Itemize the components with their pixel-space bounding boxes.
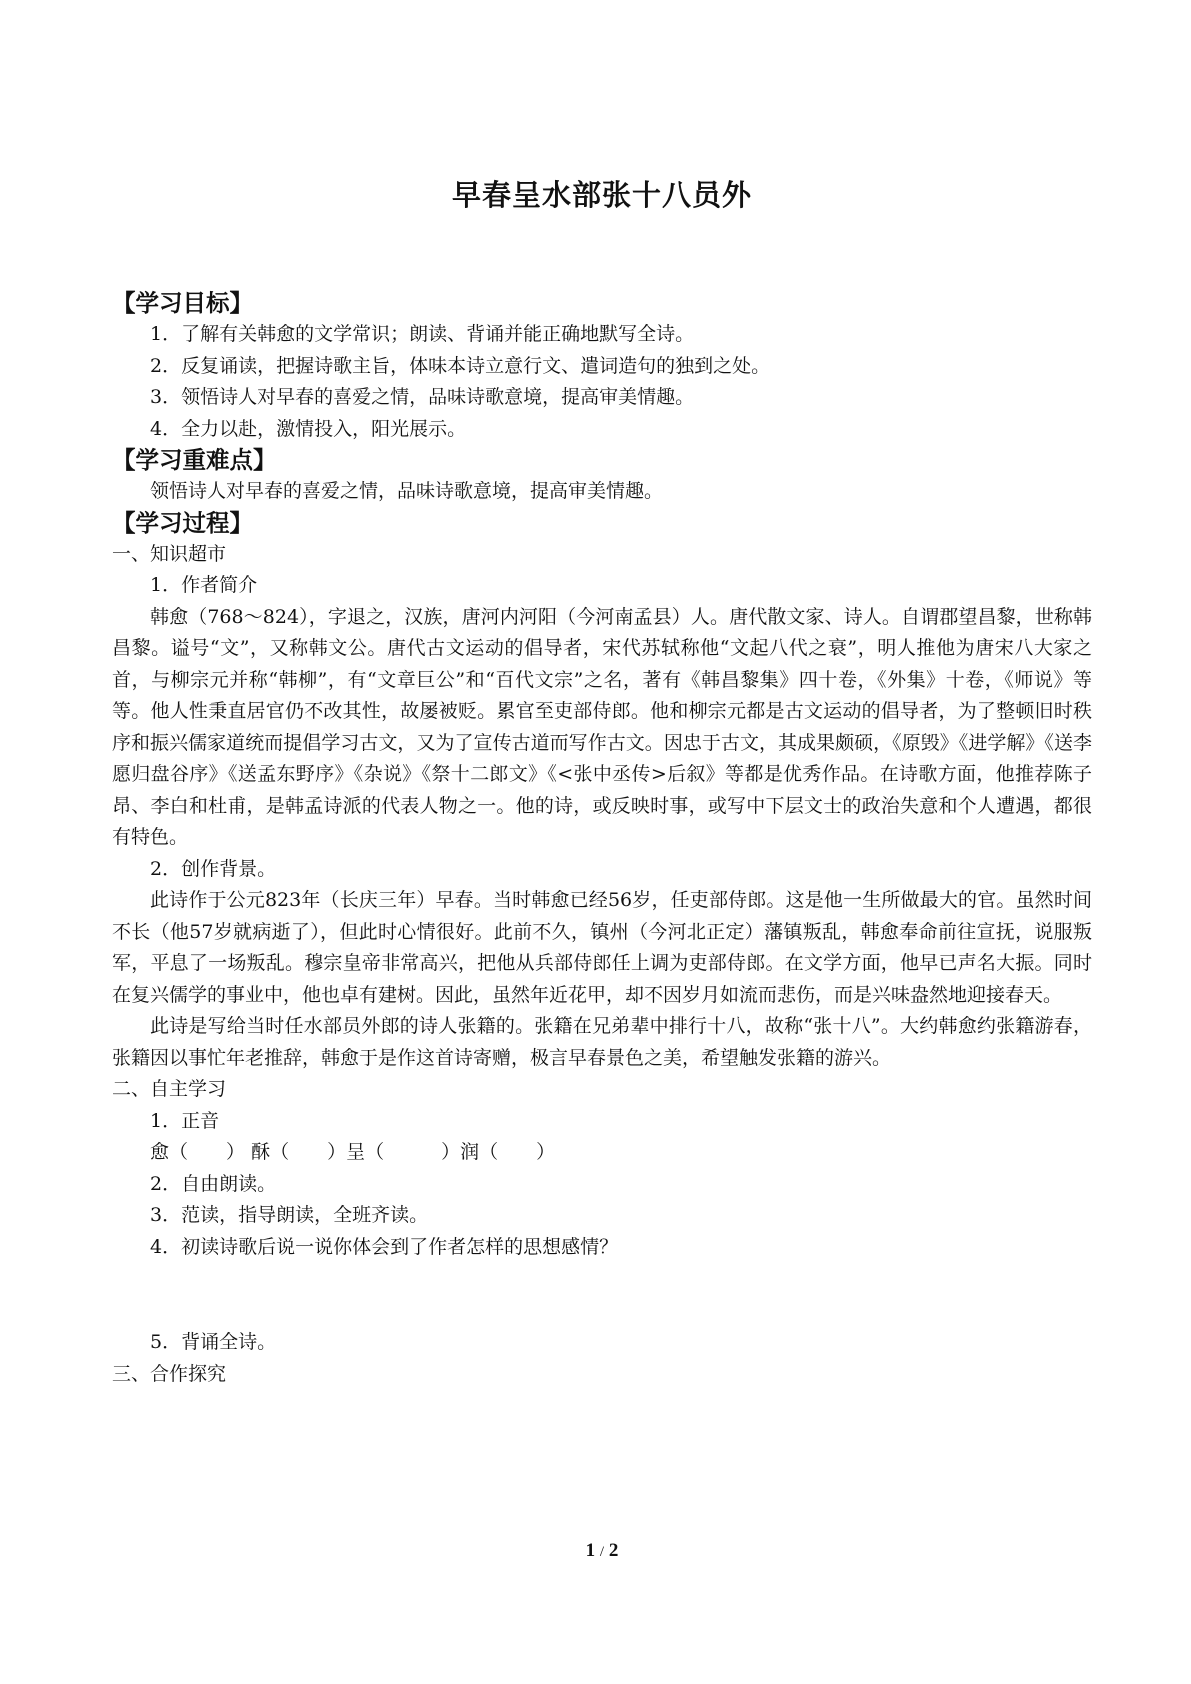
key-points-heading: 【学习重难点】	[112, 446, 277, 474]
pronunciation-blank-yu: 愈（ ）	[150, 1141, 246, 1163]
goal-item: 4．全力以赴，激情投入，阳光展示。	[150, 417, 467, 440]
goals-heading: 【学习目标】	[112, 289, 253, 317]
page-number	[112, 1540, 1092, 1562]
background-paragraph-2: 此诗是写给当时任水部员外郎的诗人张籍的。张籍在兄弟辈中排行十八，故称“张十八”。大约韩愈约张籍游春，张籍因以事忙年老推辞，韩愈于是作这首诗寄赠，极言早春景色之美，希望触发张籍的游兴。	[112, 1015, 1092, 1069]
document-body	[112, 288, 1092, 1390]
goal-item: 2．反复诵读，把握诗歌主旨，体味本诗立意行文、遣词造句的独到之处。	[150, 354, 771, 377]
page-title: 早春呈水部张十八员外	[451, 178, 752, 212]
author-intro-title: 1．作者简介	[150, 574, 258, 596]
answer-space	[112, 1263, 1092, 1327]
goal-item: 3．领悟诗人对早春的喜爱之情，品味诗歌意境，提高审美情趣。	[150, 386, 695, 408]
key-points-text: 领悟诗人对早春的喜爱之情，品味诗歌意境，提高审美情趣。	[150, 480, 664, 502]
step-model-reading: 3．范读，指导朗读，全班齐读。	[150, 1204, 429, 1226]
step-recite: 5．背诵全诗。	[150, 1331, 277, 1353]
background-title: 2．创作背景。	[150, 857, 277, 880]
pronunciation-blank-group: 酥（ ）呈（ ）润（ ）	[251, 1141, 556, 1163]
document-page	[112, 0, 1092, 1684]
section-title-cooperative: 三、合作探究	[112, 1362, 227, 1385]
pronunciation-blanks	[112, 1137, 1092, 1169]
page-number-separator: /	[599, 1544, 605, 1560]
pronunciation-title: 1．正音	[150, 1109, 220, 1132]
section-title-self-study: 二、自主学习	[112, 1078, 227, 1100]
step-question: 4．初读诗歌后说一说你体会到了作者怎样的思想感情？	[150, 1235, 619, 1258]
background-paragraph-1: 此诗作于公元823年（长庆三年）早春。当时韩愈已经56岁，任吏部侍郎。这是他一生所做最大的官。虽然时间不长（他57岁就病逝了），但此时心情很好。此前不久，镇州（今河北正定）藩镇叛乱，韩愈奉命前往宣抚，说服叛军，平息了一场叛乱。穆宗皇帝非常高兴，把他从兵部侍郎任上调为吏部侍郎。在文学方面，他早已声名大振。同时在复兴儒学的事业中，他也卓有建树。因此，虽然年近花甲，却不因岁月如流而悲伤，而是兴味盎然地迎接春天。	[112, 889, 1092, 1006]
step-free-reading: 2．自由朗读。	[150, 1172, 277, 1195]
process-heading: 【学习过程】	[112, 508, 253, 537]
goal-item: 1．了解有关韩愈的文学常识；朗读、背诵并能正确地默写全诗。	[150, 323, 695, 345]
page-number-current: 1	[585, 1540, 596, 1561]
page-number-total: 2	[608, 1540, 619, 1561]
section-title-knowledge: 一、知识超市	[112, 542, 227, 565]
author-intro-paragraph: 韩愈（768～824），字退之，汉族，唐河内河阳（今河南孟县）人。唐代散文家、诗人。自谓郡望昌黎，世称韩昌黎。谥号“文”，又称韩文公。唐代古文运动的倡导者，宋代苏轼称他“文起八代之衰”，明人推他为唐宋八大家之首，与柳宗元并称“韩柳”，有“文章巨公”和“百代文宗”之名，著有《韩昌黎集》四十卷，《外集》十卷，《师说》等等。他人性秉直居官仍不改其性，故屡被贬。累官至吏部侍郎。他和柳宗元都是古文运动的倡导者，为了整顿旧时秩序和振兴儒家道统而提倡学习古文，又为了宣传古道而写作古文。因忠于古文，其成果颇硕，《原毁》《进学解》《送李愿归盘谷序》《送孟东野序》《杂说》《祭十二郎文》《<张中丞传>后叙》等都是优秀作品。在诗歌方面，他推荐陈子昂、李白和杜甫，是韩孟诗派的代表人物之一。他的诗，或反映时事，或写中下层文士的政治失意和个人遭遇，都很有特色。	[112, 605, 1092, 848]
